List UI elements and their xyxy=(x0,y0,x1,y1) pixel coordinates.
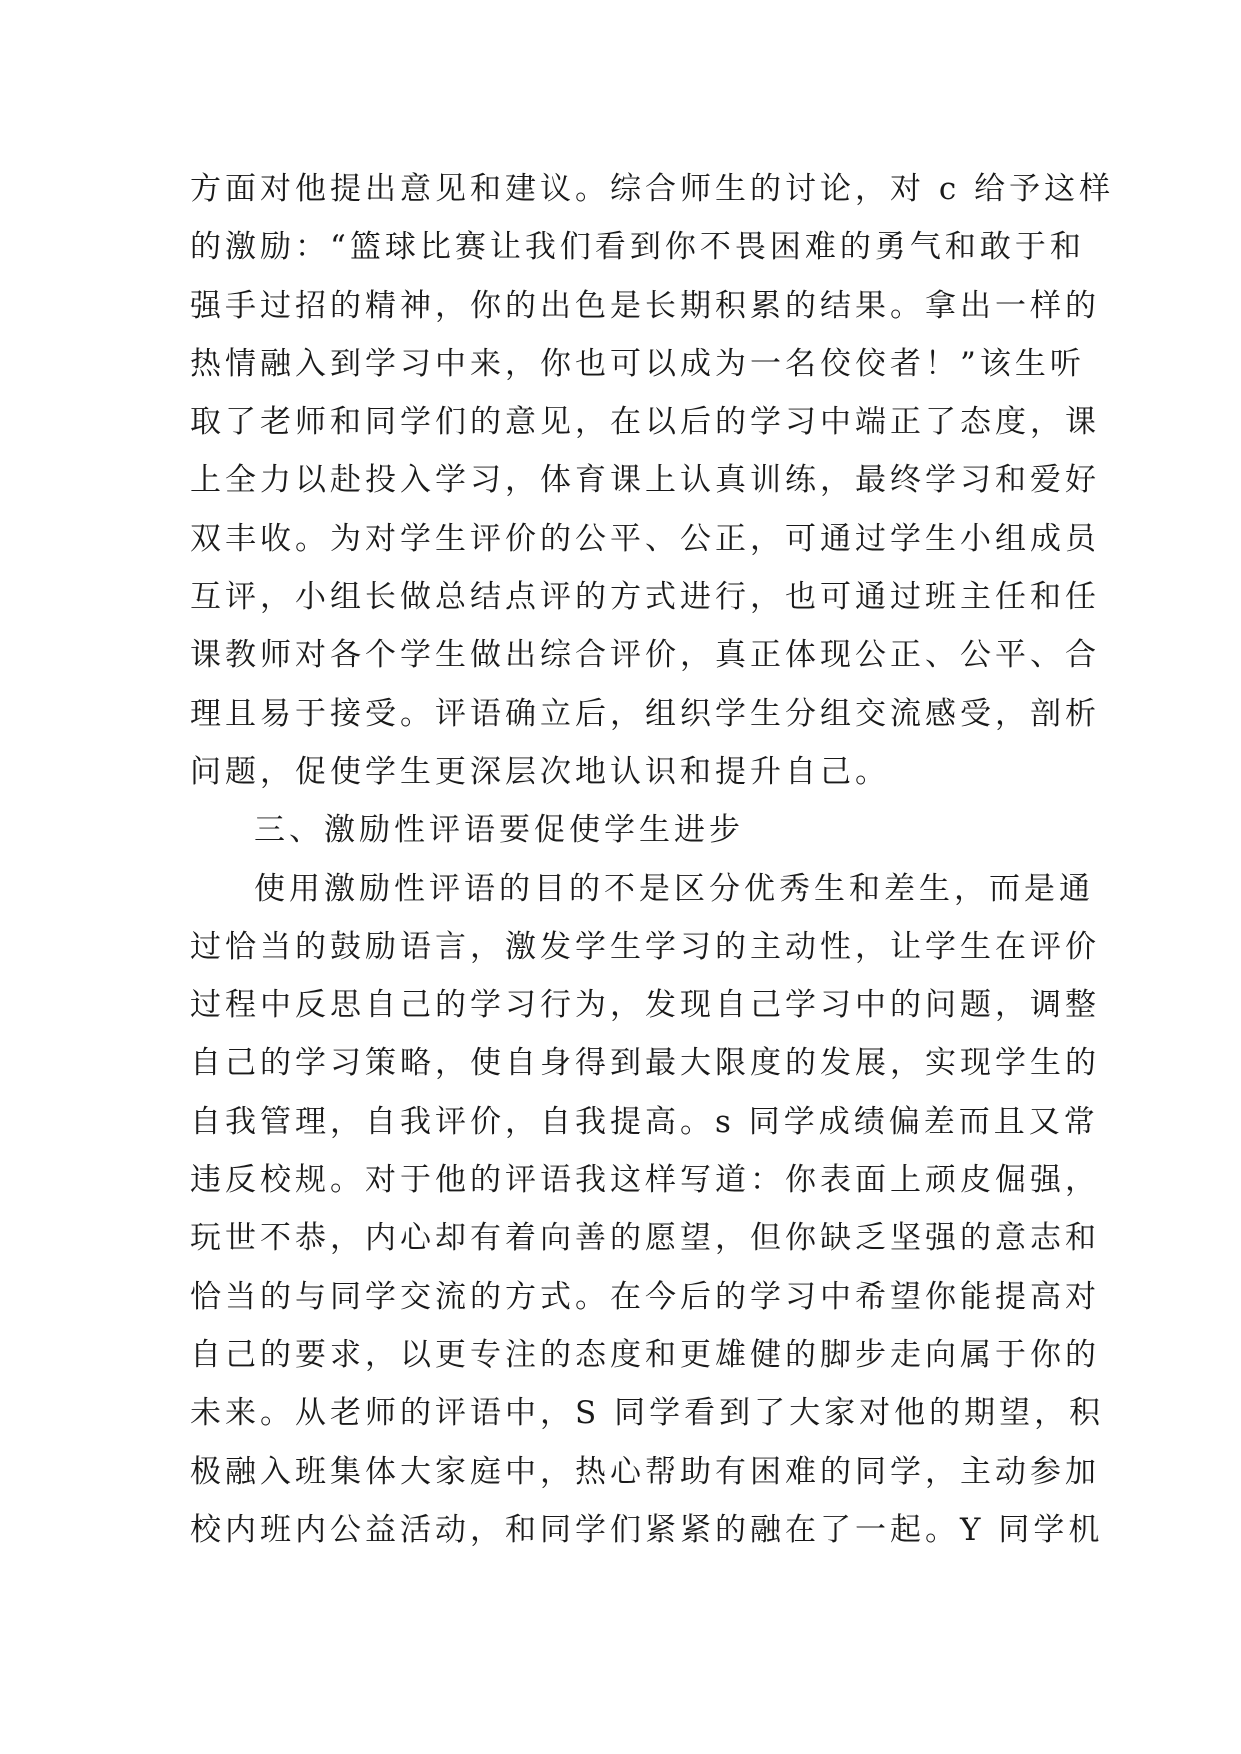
text-line: 问题，促使学生更深层次地认识和提升自己。 xyxy=(190,753,890,790)
section-heading: 三、激励性评语要促使学生进步 xyxy=(254,812,744,849)
text-line: 取了老师和同学们的意见，在以后的学习中端正了态度，课 xyxy=(190,404,1100,441)
text-line: 理且易于接受。评语确立后，组织学生分组交流感受，剖析 xyxy=(190,695,1100,732)
text-line: 上全力以赴投入学习，体育课上认真训练，最终学习和爱好 xyxy=(190,462,1100,499)
text-line: 过恰当的鼓励语言，激发学生学习的主动性，让学生在评价 xyxy=(190,928,1100,965)
text-line: 玩世不恭，内心却有着向善的愿望，但你缺乏坚强的意志和 xyxy=(190,1220,1100,1257)
text-line: 自己的要求，以更专注的态度和更雄健的脚步走向属于你的 xyxy=(190,1336,1100,1373)
text-line: 的激励：“篮球比赛让我们看到你不畏困难的勇气和敢于和 xyxy=(190,229,1085,266)
text-line: 自己的学习策略，使自身得到最大限度的发展，实现学生的 xyxy=(190,1045,1100,1082)
text-line: 课教师对各个学生做出综合评价，真正体现公正、公平、合 xyxy=(190,637,1100,674)
text-line: 使用激励性评语的目的不是区分优秀生和差生，而是通 xyxy=(254,870,1094,907)
text-line: 未来。从老师的评语中，S 同学看到了大家对他的期望，积 xyxy=(190,1395,1105,1432)
body-text xyxy=(190,160,1115,1559)
text-line: 自我管理，自我评价，自我提高。s 同学成绩偏差而且又常 xyxy=(190,1103,1099,1140)
text-line: 极融入班集体大家庭中，热心帮助有困难的同学，主动参加 xyxy=(190,1453,1100,1490)
text-line: 互评，小组长做总结点评的方式进行，也可通过班主任和任 xyxy=(190,579,1100,616)
text-line: 违反校规。对于他的评语我这样写道：你表面上顽皮倔强， xyxy=(190,1162,1100,1199)
text-line: 校内班内公益活动，和同学们紧紧的融在了一起。Y 同学机 xyxy=(190,1511,1104,1548)
text-line: 热情融入到学习中来，你也可以成为一名佼佼者！”该生听 xyxy=(190,345,1085,382)
text-line: 强手过招的精神，你的出色是长期积累的结果。拿出一样的 xyxy=(190,287,1100,324)
text-line: 方面对他提出意见和建议。综合师生的讨论，对 c 给予这样 xyxy=(190,171,1115,207)
text-line: 过程中反思自己的学习行为，发现自己学习中的问题，调整 xyxy=(190,987,1100,1024)
text-line: 恰当的与同学交流的方式。在今后的学习中希望你能提高对 xyxy=(190,1278,1100,1315)
text-line: 双丰收。为对学生评价的公平、公正，可通过学生小组成员 xyxy=(190,520,1100,557)
